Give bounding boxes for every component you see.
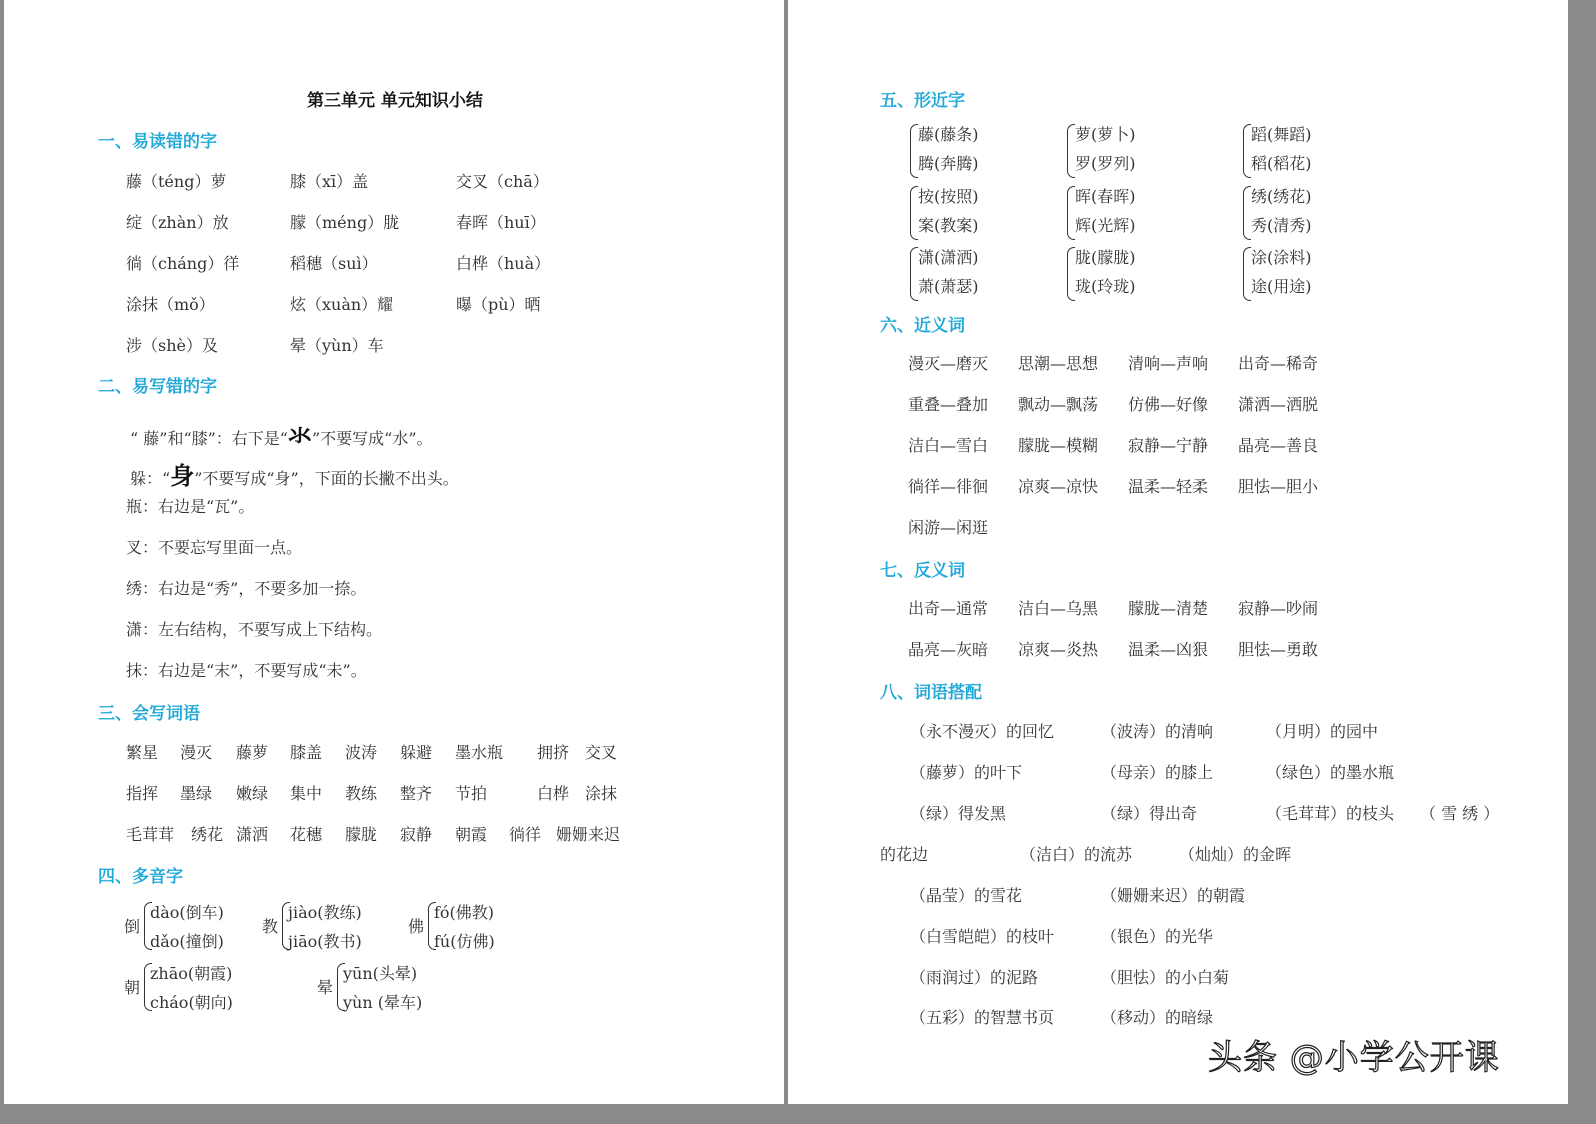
polyphone-reading: yùn (晕车) bbox=[343, 993, 423, 1012]
synonym-item: 思潮—思想 bbox=[1018, 354, 1099, 373]
synonym-item: 洁白—雪白 bbox=[908, 436, 989, 455]
word-item: 膝盖 bbox=[290, 743, 323, 762]
misread-item: 藤（téng）萝 bbox=[126, 172, 227, 191]
synonym-item: 重叠—叠加 bbox=[908, 395, 989, 414]
brace-icon bbox=[1067, 247, 1075, 301]
antonym-item: 晶亮—灰暗 bbox=[908, 640, 989, 659]
collocation-item: （绿）得发黑 bbox=[910, 804, 1007, 823]
miswrite-line: “ 藤”和“膝”：右下是“氺”不要写成“水”。 bbox=[130, 421, 433, 450]
word-item: 涂抹 bbox=[585, 784, 618, 803]
collocation-item: （灿灿）的金晖 bbox=[1179, 845, 1292, 864]
word-item: 交叉 bbox=[585, 743, 618, 762]
word-item: 绣花 bbox=[191, 825, 224, 844]
collocation-item: （晶莹）的雪花 bbox=[910, 886, 1023, 905]
brace-icon bbox=[1067, 186, 1075, 240]
right-page bbox=[788, 0, 1568, 1104]
antonym-item: 寂静—吵闹 bbox=[1238, 599, 1319, 618]
section-heading-1: 一、易读错的字 bbox=[98, 132, 217, 152]
collocation-item: （移动）的暗绿 bbox=[1101, 1008, 1214, 1027]
antonym-item: 胆怯—勇敢 bbox=[1238, 640, 1319, 659]
word-item: 集中 bbox=[290, 784, 323, 803]
antonym-item: 朦胧—清楚 bbox=[1128, 599, 1209, 618]
miswrite-line: 叉：不要忘写里面一点。 bbox=[126, 538, 303, 557]
antonym-item: 凉爽—炎热 bbox=[1018, 640, 1099, 659]
word-item: 躲避 bbox=[400, 743, 433, 762]
brace-icon bbox=[1243, 124, 1251, 178]
synonym-item: 飘动—飘荡 bbox=[1018, 395, 1099, 414]
miswrite-line: 潇：左右结构，不要写成上下结构。 bbox=[126, 620, 383, 639]
similar-char-item: 潇(潇洒) bbox=[918, 248, 979, 267]
section-heading-8: 八、词语搭配 bbox=[880, 683, 982, 703]
similar-char-item: 胧(朦胧) bbox=[1075, 248, 1136, 267]
word-item: 寂静 bbox=[400, 825, 433, 844]
brace-icon bbox=[1243, 247, 1251, 301]
word-item: 藤萝 bbox=[236, 743, 269, 762]
word-item: 拥挤 bbox=[537, 743, 570, 762]
collocation-item: （五彩）的智慧书页 bbox=[910, 1008, 1055, 1027]
word-item: 徜徉 bbox=[509, 825, 542, 844]
word-item: 潇洒 bbox=[236, 825, 269, 844]
similar-char-item: 晖(春晖) bbox=[1075, 187, 1136, 206]
collocation-item: （银色）的光华 bbox=[1101, 927, 1214, 946]
synonym-item: 胆怯—胆小 bbox=[1238, 477, 1319, 496]
word-item: 指挥 bbox=[126, 784, 159, 803]
collocation-item: （绿色）的墨水瓶 bbox=[1266, 763, 1395, 782]
misread-item: 涂抹（mǒ） bbox=[126, 295, 215, 314]
brace-icon bbox=[910, 247, 918, 301]
misread-item: 徜（cháng）徉 bbox=[126, 254, 240, 273]
polyphone-char: 教 bbox=[262, 917, 279, 936]
similar-char-item: 途(用途) bbox=[1251, 277, 1312, 296]
synonym-item: 漫灭—磨灭 bbox=[908, 354, 989, 373]
polyphone-reading: yūn(头晕) bbox=[343, 964, 418, 983]
polyphone-reading: fú(仿佛) bbox=[434, 932, 495, 951]
word-item: 姗姗来迟 bbox=[556, 825, 621, 844]
polyphone-reading: jiāo(教书) bbox=[288, 932, 362, 951]
miswrite-line: 绣：右边是“秀”，不要多加一捺。 bbox=[126, 579, 367, 598]
miswrite-line: 躲：“⾝”不要写成“身”，下面的长撇不出头。 bbox=[130, 461, 459, 490]
polyphone-char: 朝 bbox=[124, 978, 141, 997]
similar-char-item: 涂(涂料) bbox=[1251, 248, 1312, 267]
similar-char-item: 稻(稻花) bbox=[1251, 154, 1312, 173]
polyphone-char: 晕 bbox=[317, 978, 334, 997]
antonym-item: 洁白—乌黑 bbox=[1018, 599, 1099, 618]
similar-char-item: 萝(萝卜) bbox=[1075, 125, 1136, 144]
similar-char-item: 案(教案) bbox=[918, 216, 979, 235]
misread-item: 曝（pù）晒 bbox=[456, 295, 541, 314]
synonym-item: 徜徉—徘徊 bbox=[908, 477, 989, 496]
section-heading-6: 六、近义词 bbox=[880, 316, 965, 336]
synonym-item: 清响—声响 bbox=[1128, 354, 1209, 373]
similar-char-item: 辉(光辉) bbox=[1075, 216, 1136, 235]
synonym-item: 寂静—宁静 bbox=[1128, 436, 1209, 455]
misread-item: 膝（xī）盖 bbox=[290, 172, 369, 191]
synonym-item: 朦胧—模糊 bbox=[1018, 436, 1099, 455]
collocation-item: （永不漫灭）的回忆 bbox=[910, 722, 1055, 741]
word-item: 墨绿 bbox=[180, 784, 213, 803]
word-item: 花穗 bbox=[290, 825, 323, 844]
synonym-item: 闲游—闲逛 bbox=[908, 518, 989, 537]
collocation-item: （母亲）的膝上 bbox=[1101, 763, 1214, 782]
section-heading-7: 七、反义词 bbox=[880, 561, 965, 581]
miswrite-line: 瓶：右边是“瓦”。 bbox=[126, 497, 255, 516]
synonym-item: 出奇—稀奇 bbox=[1238, 354, 1319, 373]
watermark: 头条 @小学公开课 bbox=[1208, 1038, 1500, 1078]
section-heading-3: 三、会写词语 bbox=[98, 704, 200, 724]
collocation-item: （白雪皑皑）的枝叶 bbox=[910, 927, 1055, 946]
collocation-item: （月明）的园中 bbox=[1266, 722, 1379, 741]
section-heading-5: 五、形近字 bbox=[880, 91, 965, 111]
collocation-item: （毛茸茸）的枝头 bbox=[1266, 804, 1395, 823]
brace-icon bbox=[910, 186, 918, 240]
word-item: 毛茸茸 bbox=[126, 825, 175, 844]
antonym-item: 出奇—通常 bbox=[908, 599, 989, 618]
similar-char-item: 萧(萧瑟) bbox=[918, 277, 979, 296]
polyphone-reading: jiào(教练) bbox=[288, 903, 362, 922]
synonym-item: 晶亮—善良 bbox=[1238, 436, 1319, 455]
misread-item: 白桦（huà） bbox=[456, 254, 551, 273]
misread-item: 春晖（huī） bbox=[456, 213, 546, 232]
similar-char-item: 罗(罗列) bbox=[1075, 154, 1136, 173]
word-item: 朝霞 bbox=[455, 825, 488, 844]
page-title: 第三单元 单元知识小结 bbox=[307, 91, 483, 111]
polyphone-char: 倒 bbox=[124, 917, 141, 936]
left-page bbox=[4, 0, 784, 1104]
word-item: 嫩绿 bbox=[236, 784, 269, 803]
misread-item: 稻穗（suì） bbox=[290, 254, 378, 273]
similar-char-item: 腾(奔腾) bbox=[918, 154, 979, 173]
word-item: 墨水瓶 bbox=[455, 743, 504, 762]
misread-item: 涉（shè）及 bbox=[126, 336, 218, 355]
collocation-item: （姗姗来迟）的朝霞 bbox=[1101, 886, 1246, 905]
polyphone-reading: dǎo(撞倒) bbox=[150, 932, 224, 951]
misread-item: 晕（yùn）车 bbox=[290, 336, 384, 355]
brace-icon bbox=[1067, 124, 1075, 178]
misread-item: 炫（xuàn）耀 bbox=[290, 295, 394, 314]
section-heading-2: 二、易写错的字 bbox=[98, 377, 217, 397]
brace-icon bbox=[910, 124, 918, 178]
misread-item: 朦（méng）胧 bbox=[290, 213, 400, 232]
word-item: 教练 bbox=[345, 784, 378, 803]
antonym-item: 温柔—凶狠 bbox=[1128, 640, 1209, 659]
polyphone-reading: dào(倒车) bbox=[150, 903, 224, 922]
section-heading-4: 四、多音字 bbox=[98, 867, 183, 887]
collocation-item: （藤萝）的叶下 bbox=[910, 763, 1023, 782]
collocation-item: （洁白）的流苏 bbox=[1020, 845, 1133, 864]
word-item: 繁星 bbox=[126, 743, 159, 762]
similar-char-item: 按(按照) bbox=[918, 187, 979, 206]
synonym-item: 凉爽—凉快 bbox=[1018, 477, 1099, 496]
collocation-item: 的花边 bbox=[880, 845, 929, 864]
polyphone-reading: fó(佛教) bbox=[434, 903, 495, 922]
glyph-image: 氺 bbox=[288, 421, 312, 450]
collocation-item: （绿）得出奇 bbox=[1101, 804, 1198, 823]
word-item: 白桦 bbox=[537, 784, 570, 803]
miswrite-line: 抹：右边是“末”，不要写成“未”。 bbox=[126, 661, 367, 680]
collocation-item: （雨润过）的泥路 bbox=[910, 968, 1039, 987]
word-item: 节拍 bbox=[455, 784, 488, 803]
similar-char-item: 蹈(舞蹈) bbox=[1251, 125, 1312, 144]
brace-icon bbox=[1243, 186, 1251, 240]
word-item: 漫灭 bbox=[180, 743, 213, 762]
word-item: 整齐 bbox=[400, 784, 433, 803]
collocation-item: （胆怯）的小白菊 bbox=[1101, 968, 1230, 987]
polyphone-reading: zhāo(朝霞) bbox=[150, 964, 233, 983]
synonym-item: 仿佛—好像 bbox=[1128, 395, 1209, 414]
synonym-item: 潇洒—洒脱 bbox=[1238, 395, 1319, 414]
misread-item: 交叉（chā） bbox=[456, 172, 549, 191]
synonym-item: 温柔—轻柔 bbox=[1128, 477, 1209, 496]
similar-char-item: 藤(藤条) bbox=[918, 125, 979, 144]
similar-char-item: 绣(绣花) bbox=[1251, 187, 1312, 206]
similar-char-item: 秀(清秀) bbox=[1251, 216, 1312, 235]
polyphone-char: 佛 bbox=[408, 917, 425, 936]
similar-char-item: 珑(玲珑) bbox=[1075, 277, 1136, 296]
misread-item: 绽（zhàn）放 bbox=[126, 213, 229, 232]
word-item: 朦胧 bbox=[345, 825, 378, 844]
word-item: 波涛 bbox=[345, 743, 378, 762]
collocation-item: （波涛）的清响 bbox=[1101, 722, 1214, 741]
glyph-image: ⾝ bbox=[170, 461, 195, 490]
collocation-item: （ 雪 绣 ） bbox=[1420, 804, 1500, 823]
polyphone-reading: cháo(朝向) bbox=[150, 993, 233, 1012]
